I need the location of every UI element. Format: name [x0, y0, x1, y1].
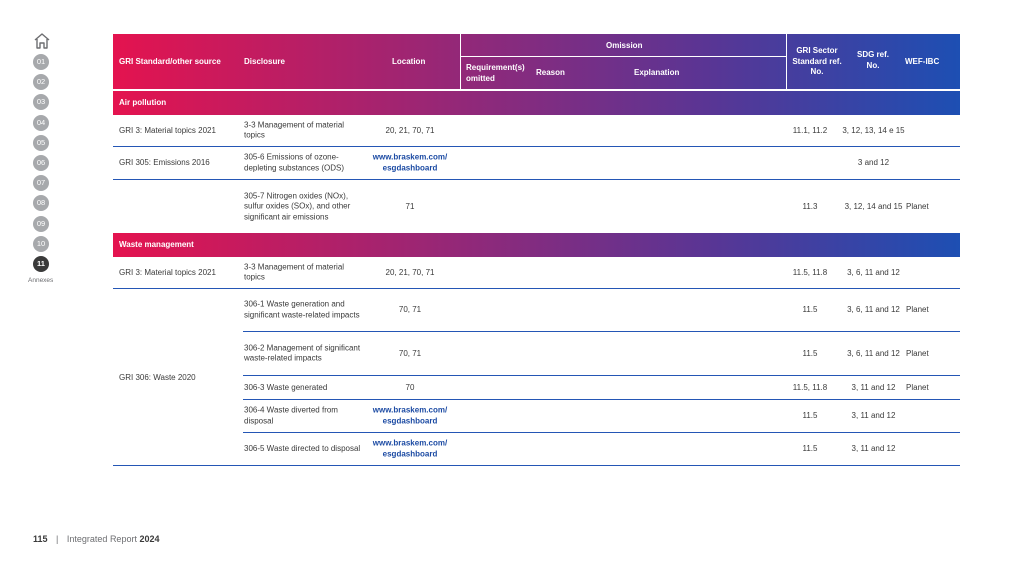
header-sector: GRI Sector Standard ref. No. — [792, 46, 842, 76]
esgdashboard-link[interactable]: www.braskem.com/ esgdashboard — [372, 438, 448, 458]
cell-standard: GRI 3: Material topics 2021 — [119, 267, 216, 277]
table-row — [243, 289, 960, 332]
table-row — [113, 257, 960, 289]
home-icon[interactable] — [33, 32, 51, 50]
nav-item-05[interactable]: 05 — [33, 135, 49, 151]
nav-item-10[interactable]: 10 — [33, 236, 49, 252]
table-row — [113, 115, 960, 147]
chapter-nav — [33, 54, 51, 276]
cell-disclosure: 305-7 Nitrogen oxides (NOx), sulfur oxides (SOx), and other significant air emissions — [244, 190, 351, 221]
nav-item-03[interactable]: 03 — [33, 94, 49, 110]
header-disclosure: Disclosure — [244, 57, 285, 66]
nav-item-07[interactable]: 07 — [33, 175, 49, 191]
cell-location: 70 — [405, 382, 415, 392]
cell-sdg-ref: 3, 11 and 12 — [851, 382, 896, 392]
header-wef: WEF-IBC — [905, 57, 940, 66]
cell-sdg-ref: 3, 11 and 12 — [851, 410, 896, 420]
cell-wef: Planet — [906, 348, 929, 358]
header-sdg: SDG ref. No. — [856, 50, 889, 70]
nav-item-01[interactable]: 01 — [33, 54, 49, 70]
cell-standard-merged: GRI 306: Waste 2020 — [119, 373, 196, 382]
cell-sdg-ref: 3, 6, 11 and 12 — [847, 267, 900, 277]
header-gri: GRI Standard/other source — [119, 57, 221, 66]
cell-sector-ref: 11.5 — [802, 348, 818, 358]
cell-sdg-ref: 3, 11 and 12 — [851, 443, 896, 453]
header-reason: Reason — [536, 68, 565, 77]
cell-disclosure: 306-1 Waste generation and significant waste-related impacts — [244, 299, 360, 319]
cell-wef: Planet — [906, 304, 929, 314]
esgdashboard-link[interactable]: www.braskem.com/ esgdashboard — [372, 405, 448, 425]
esgdashboard-link[interactable]: www.braskem.com/ esgdashboard — [372, 152, 448, 172]
table-header — [113, 34, 960, 89]
gri-table — [113, 34, 960, 466]
header-omission: Omission — [606, 41, 643, 50]
header-requirements: Requirement(s) omitted — [466, 63, 525, 83]
table-row — [113, 433, 960, 466]
header-location: Location — [392, 57, 426, 66]
nav-item-09[interactable]: 09 — [33, 216, 49, 232]
nav-caption: Annexes — [28, 277, 54, 284]
cell-sdg-ref: 3, 12, 14 and 15 — [844, 201, 903, 211]
cell-standard: GRI 305: Emissions 2016 — [119, 157, 210, 167]
cell-standard: GRI 3: Material topics 2021 — [119, 125, 216, 135]
cell-sdg-ref: 3, 6, 11 and 12 — [847, 304, 900, 314]
cell-sector-ref: 11.5 — [802, 304, 818, 314]
cell-location: 20, 21, 70, 71 — [385, 125, 435, 135]
cell-disclosure: 3-3 Management of material topics — [244, 120, 345, 140]
cell-sdg-ref: 3, 6, 11 and 12 — [847, 348, 900, 358]
cell-sector-ref: 11.1, 11.2 — [792, 125, 828, 135]
cell-sector-ref: 11.5, 11.8 — [792, 267, 828, 277]
cell-disclosure: 3-3 Management of material topics — [244, 262, 345, 282]
cell-wef: Planet — [906, 382, 929, 392]
header-explanation: Explanation — [634, 68, 680, 77]
section-air-pollution: Air pollution — [113, 91, 960, 115]
cell-location: 71 — [405, 201, 415, 211]
nav-item-04[interactable]: 04 — [33, 115, 49, 131]
table-row — [113, 147, 960, 180]
cell-disclosure: 306-2 Management of significant waste-related impacts — [244, 343, 361, 363]
cell-location: 20, 21, 70, 71 — [385, 267, 435, 277]
table-row — [243, 332, 960, 376]
cell-disclosure: 306-4 Waste diverted from disposal — [244, 405, 338, 425]
cell-sector-ref: 11.3 — [802, 201, 818, 211]
footer-separator: | — [56, 534, 59, 544]
cell-sector-ref: 11.5, 11.8 — [792, 382, 828, 392]
table-row — [243, 400, 960, 433]
cell-sdg-ref: 3, 12, 13, 14 e 15 — [842, 125, 905, 135]
report-year: 2024 — [139, 534, 160, 544]
cell-disclosure: 305-6 Emissions of ozone-depleting substances (ODS) — [244, 152, 345, 172]
cell-location: 70, 71 — [398, 304, 422, 314]
report-title: Integrated Report — [66, 534, 137, 544]
nav-item-08[interactable]: 08 — [33, 195, 49, 211]
nav-item-02[interactable]: 02 — [33, 74, 49, 90]
nav-item-06[interactable]: 06 — [33, 155, 49, 171]
cell-sector-ref: 11.5 — [802, 410, 818, 420]
cell-sector-ref: 11.5 — [802, 443, 818, 453]
table-row — [243, 376, 960, 400]
page-footer — [33, 534, 160, 544]
page-number: 115 — [33, 534, 48, 544]
cell-sdg-ref: 3 and 12 — [857, 157, 890, 167]
table-row — [113, 180, 960, 233]
cell-disclosure: 306-3 Waste generated — [244, 382, 328, 392]
cell-location: 70, 71 — [398, 348, 422, 358]
cell-wef: Planet — [906, 201, 929, 211]
cell-disclosure: 306-5 Waste directed to disposal — [244, 443, 361, 453]
section-waste-management: Waste management — [113, 233, 960, 257]
nav-item-11[interactable]: 11 — [33, 256, 49, 272]
